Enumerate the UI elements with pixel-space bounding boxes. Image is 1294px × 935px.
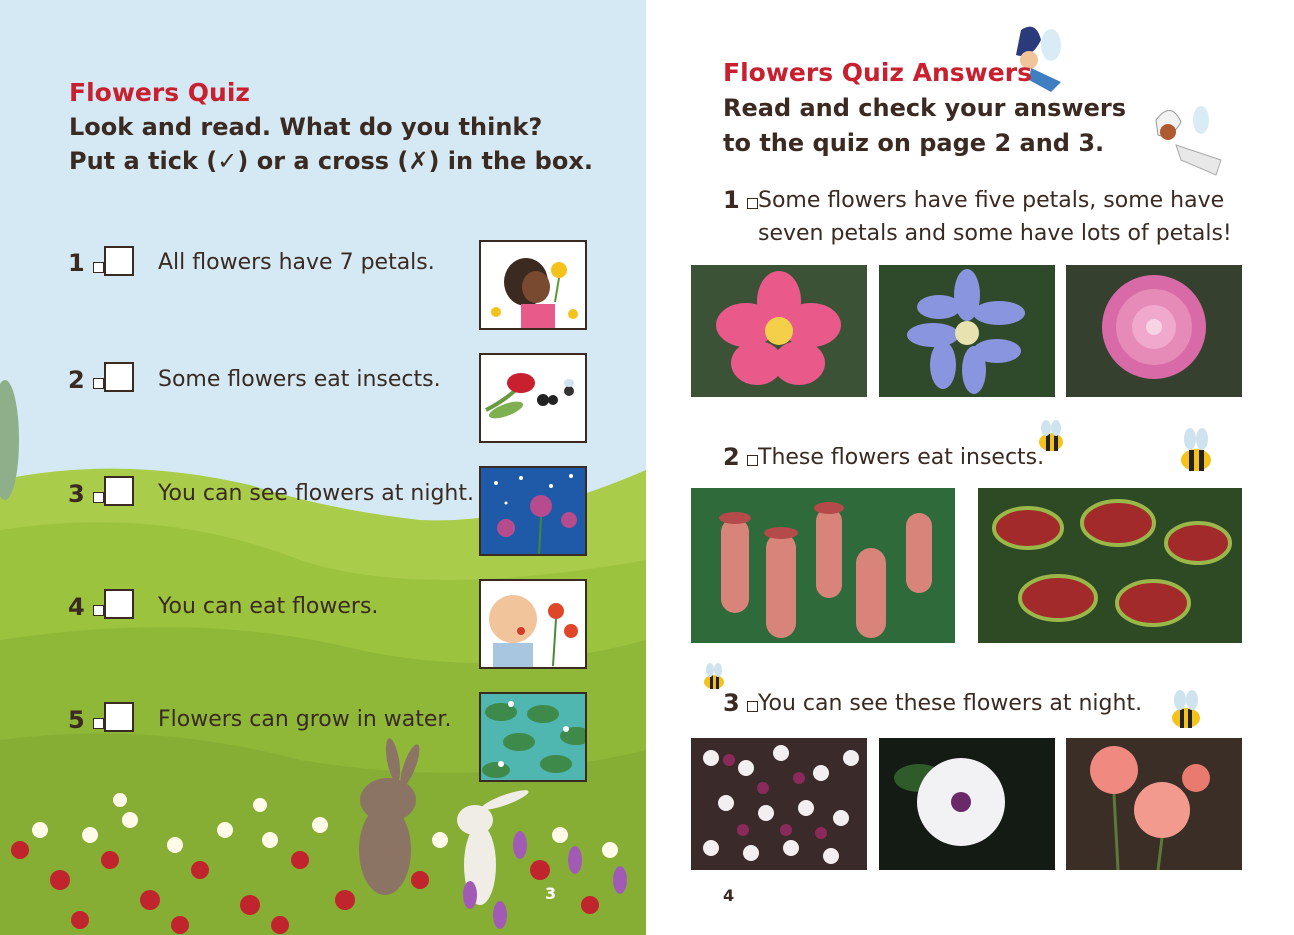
question-text: All flowers have 7 petals.	[158, 250, 435, 275]
answer-marker	[747, 198, 758, 209]
question-text: You can eat flowers.	[158, 594, 379, 619]
photo-venus-flytraps	[978, 488, 1242, 643]
question-number: 2	[68, 366, 85, 394]
photo-many-petal-dahlia	[1066, 265, 1242, 397]
question-marker	[93, 605, 104, 616]
quiz-title: Flowers Quiz	[69, 78, 250, 107]
answer-number: 1	[723, 186, 740, 214]
question-marker	[93, 262, 104, 273]
quiz-instructions-line1: Look and read. What do you think?	[69, 113, 543, 141]
photo-five-petal-flower	[691, 265, 867, 397]
photo-poppies	[1066, 738, 1242, 870]
bee-icon	[1176, 425, 1216, 475]
question-picture-baby-eating-flower	[479, 579, 587, 669]
answer-number: 3	[723, 689, 740, 717]
question-marker	[93, 492, 104, 503]
answer-checkbox[interactable]	[104, 246, 134, 276]
left-page	[0, 0, 646, 935]
question-marker	[93, 378, 104, 389]
question-picture-girl-smelling-flower	[479, 240, 587, 330]
question-picture-night-flowers	[479, 466, 587, 556]
question-number: 4	[68, 593, 85, 621]
photo-night-phlox	[691, 738, 867, 870]
answer-text-line1: You can see these flowers at night.	[758, 691, 1143, 716]
answer-checkbox[interactable]	[104, 476, 134, 506]
right-page	[646, 0, 1294, 935]
question-number: 5	[68, 706, 85, 734]
page-number: 4	[723, 886, 735, 905]
answer-checkbox[interactable]	[104, 702, 134, 732]
answer-text-line1: These flowers eat insects.	[758, 445, 1045, 470]
question-text: You can see flowers at night.	[158, 481, 474, 506]
question-picture-insect-eating-plant	[479, 353, 587, 443]
question-marker	[93, 718, 104, 729]
photo-moonflower	[879, 738, 1055, 870]
answer-text-line1: Some flowers have five petals, some have	[758, 188, 1225, 213]
question-number: 3	[68, 480, 85, 508]
bee-icon	[700, 662, 728, 692]
photo-pitcher-plants	[691, 488, 955, 643]
question-picture-water-lilies	[479, 692, 587, 782]
question-text: Flowers can grow in water.	[158, 707, 452, 732]
fairy-flower-illustration	[1146, 100, 1236, 185]
answers-title: Flowers Quiz Answers	[723, 58, 1032, 87]
answers-subtitle-line2: to the quiz on page 2 and 3.	[723, 129, 1105, 157]
page-number: 3	[545, 884, 557, 903]
answers-subtitle-line1: Read and check your answers	[723, 94, 1126, 122]
answer-marker	[747, 701, 758, 712]
answer-number: 2	[723, 443, 740, 471]
question-number: 1	[68, 249, 85, 277]
question-text: Some flowers eat insects.	[158, 367, 441, 392]
answer-marker	[747, 455, 758, 466]
photo-seven-petal-flower	[879, 265, 1055, 397]
answer-text-line2: seven petals and some have lots of petals!	[758, 221, 1232, 246]
answer-checkbox[interactable]	[104, 362, 134, 392]
answer-checkbox[interactable]	[104, 589, 134, 619]
quiz-instructions-line2: Put a tick (✓) or a cross (✗) in the box.	[69, 147, 593, 175]
bee-icon	[1166, 688, 1206, 732]
